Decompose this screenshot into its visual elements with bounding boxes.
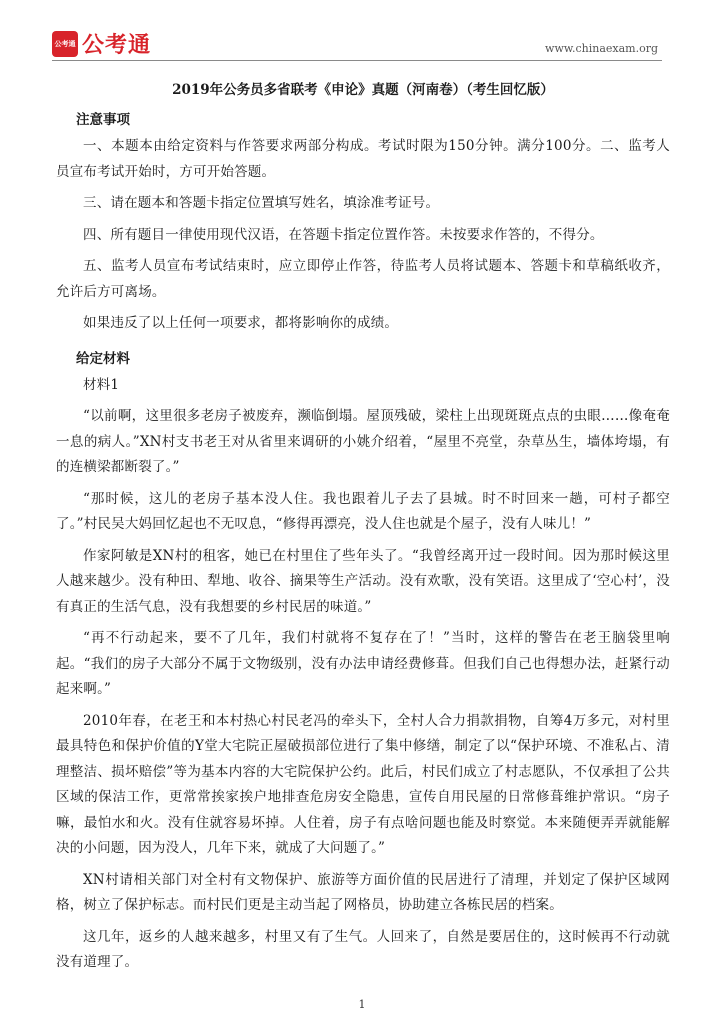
page-number: 1 [358,998,366,1011]
notice-item: 三、请在题本和答题卡指定位置填写姓名，填涂准考证号。 [83,195,440,211]
material-paragraph: “那时候，这儿的老房子基本没人住。我也跟着儿子去了县城。时不时回来一趟，可村子都空了。”村民吴大妈回忆起也不无叹息，“修得再漂亮，没人住也就是个屋子，没有人味儿！” [56,490,670,532]
notice-item: 如果违反了以上任何一项要求，都将影响你的成绩。 [83,315,399,331]
document-title: 2019年公务员多省联考《申论》真题（河南卷）（考生回忆版） [172,82,554,98]
notice-heading: 注意事项 [76,112,130,128]
header-divider [52,60,662,61]
material-paragraph: “以前啊，这里很多老房子被废弃，濒临倒塌。屋顶残破，梁柱上出现斑斑点点的虫眼……像奄奄一息的病人。”XN村支书老王对从省里来调研的小姚介绍着，“屋里不亮堂，杂草丛生，墙体垮塌，有的连横梁都断裂了。” [56,408,670,475]
materials-heading: 给定材料 [76,350,130,367]
notice-item: 四、所有题目一律使用现代汉语，在答题卡指定位置作答。未按要求作答的，不得分。 [83,226,604,243]
logo-icon: 公考通 [52,31,78,57]
site-url: www.chinaexam.org [545,42,658,55]
notice-item: 五、监考人员宣布考试结束时，应立即停止作答，待监考人员将试题本、答题卡和草稿纸收齐，允许后方可离场。 [56,258,670,300]
material-paragraph: 作家阿敏是XN村的租客，她已在村里住了些年头了。“我曾经离开过一段时间。因为那时候这里人越来越少。没有种田、犁地、收谷、摘果等生产活动。没有欢歌，没有笑语。这里成了‘空心村’，没有真正的生活气息，没有我想要的乡村民居的味道。” [56,547,670,615]
material-paragraph: XN村请相关部门对全村有文物保护、旅游等方面价值的民居进行了清理，并划定了保护区域网格，树立了保护标志。而村民们更是主动当起了网格员，协助建立各栋民居的档案。 [56,871,670,913]
material-paragraph: 2010年春，在老王和本村热心村民老冯的牵头下，全村人合力捐款捐物，自筹4万多元，对村里最具特色和保护价值的Y堂大宅院正屋破损部位进行了集中修缮，制定了以“保护环境、不准私占、清理整洁、损坏赔偿”等为基本内容的大宅院保护公约。此后，村民们成立了村志愿队，不仅承担了公共区域的保洁工作，更常常挨家挨户地排查危房安全隐患，宣传自用民屋的日常修葺维护常识。“房子嘛，最怕水和火。没有住就容易坏掉。人住着，房子有点啥问题也能及时察觉。本来随便弄弄就能解决的小问题，因为没人，几年下来，就成了大问题了。” [56,712,670,856]
notice-item: 一、本题本由给定资料与作答要求两部分构成。考试时限为150分钟。满分100分。二、监考人员宣布考试开始时，方可开始答题。 [56,138,670,180]
material-label: 材料1 [83,376,120,393]
page-header [0,0,724,64]
material-paragraph: 这几年，返乡的人越来越多，村里又有了生气。人回来了，自然是要居住的，这时候再不行动就没有道理了。 [56,928,670,970]
logo-text: 公考通 [82,33,152,58]
document-body [56,74,670,982]
material-paragraph: “再不行动起来，要不了几年，我们村就将不复存在了！”当时，这样的警告在老王脑袋里响起。“我们的房子大部分不属于文物级别，没有办法申请经费修葺。但我们自己也得想办法，赶紧行动起来啊。” [56,630,670,697]
